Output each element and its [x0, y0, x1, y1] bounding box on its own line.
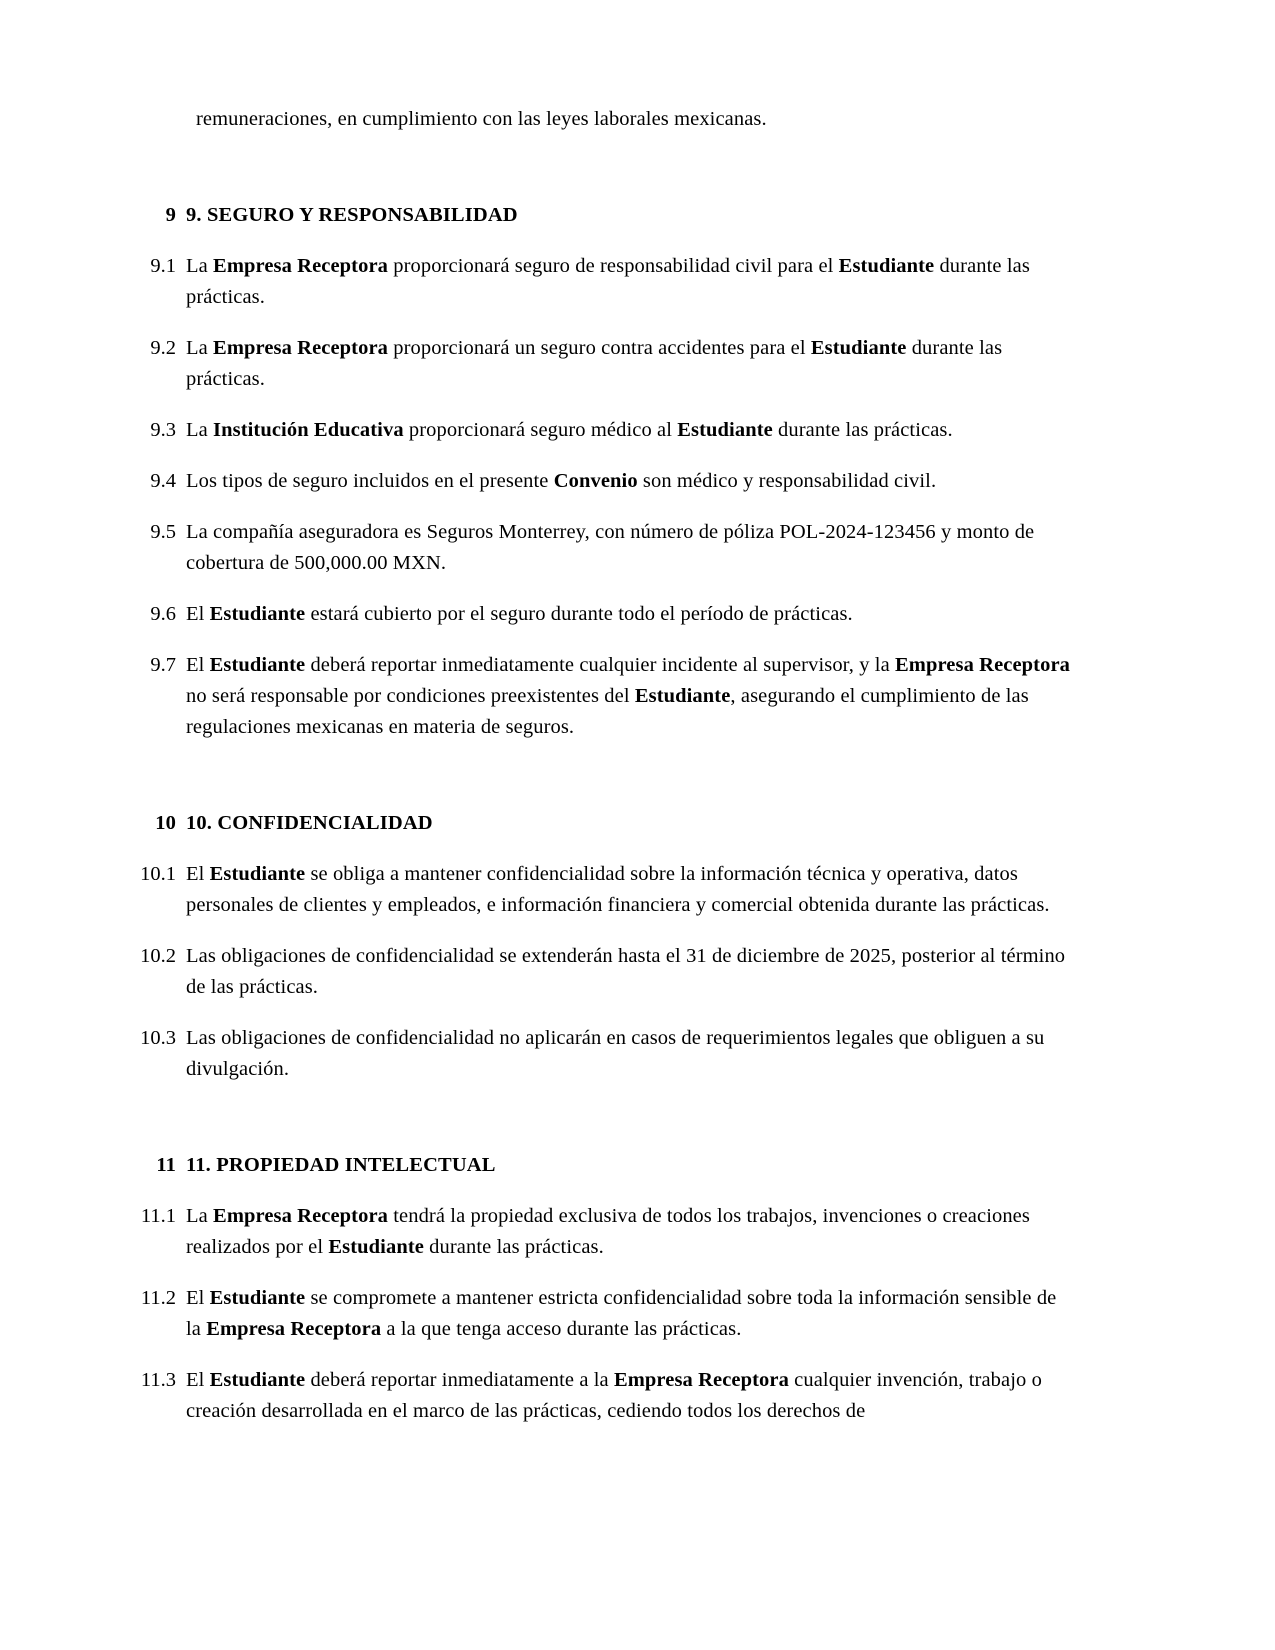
clause-text-run: La: [186, 419, 214, 441]
clause-text: [186, 333, 1075, 395]
clause-number: 11.1: [140, 1205, 176, 1227]
clause-number: 9.1: [150, 255, 176, 277]
clause-row: [135, 333, 1075, 395]
clause-text: [186, 650, 1075, 743]
clause-text-run: son médico y responsabilidad civil.: [637, 470, 937, 492]
clause-text: [186, 1365, 1075, 1427]
clause-text: [186, 466, 1075, 497]
clause-row: [135, 415, 1075, 446]
clause-text-run: deberá reportar inmediatamente cualquier incidente al supervisor, y la: [305, 654, 896, 676]
clause-text-run: cualquier invención, trabajo o creación desarrollada en el marco de las prácticas, cediendo todos los derechos de: [186, 1369, 1042, 1422]
clause-row: [135, 517, 1075, 579]
clause-row: [135, 466, 1075, 497]
defined-term: Estudiante: [209, 1287, 306, 1309]
clause-row: [135, 1365, 1075, 1427]
defined-term: Estudiante: [328, 1236, 424, 1258]
clause-number: 9.3: [150, 419, 176, 441]
clause-text: [186, 517, 1075, 579]
clause-text: [186, 1283, 1075, 1345]
defined-term: Estudiante: [677, 419, 773, 441]
clause-number: 9.2: [150, 337, 176, 359]
clause-row: [135, 941, 1075, 1003]
section-number: 10: [155, 812, 176, 834]
clause-text-run: proporcionará seguro médico al: [403, 419, 678, 441]
clause-text-run: estará cubierto por el seguro durante todo el período de prácticas.: [305, 603, 853, 625]
clause-number: 10.1: [140, 863, 176, 885]
clause-number: 11.3: [140, 1369, 176, 1391]
clause-text-run: Las obligaciones de confidencialidad no aplicarán en casos de requerimientos legales que obliguen a su divulgación.: [186, 1027, 1045, 1080]
defined-term: Estudiante: [209, 654, 306, 676]
clause-text-run: a la que tenga acceso durante las prácticas.: [381, 1318, 742, 1340]
clause-text: [186, 1201, 1075, 1263]
clause-number: 10.3: [140, 1027, 176, 1049]
section-title: 11. PROPIEDAD INTELECTUAL: [186, 1154, 496, 1176]
section-heading-row: [135, 201, 1075, 229]
clause-row: [135, 599, 1075, 630]
clause-text-run: se obliga a mantener confidencialidad sobre la información técnica y operativa, datos personales de clientes y empleados, e información financiera y comercial obtenida durante las prácticas.: [186, 863, 1050, 916]
defined-term: Empresa Receptora: [213, 1205, 389, 1227]
defined-term: Empresa Receptora: [895, 654, 1070, 676]
clause-number: 10.2: [140, 945, 176, 967]
clause-row: [135, 1023, 1075, 1085]
clause-text-run: , asegurando el cumplimiento de las regulaciones mexicanas en materia de seguros.: [186, 685, 1029, 738]
defined-term: Institución Educativa: [213, 419, 404, 441]
clause-text-run: La: [186, 1205, 214, 1227]
clause-text-run: tendrá la propiedad exclusiva de todos los trabajos, invenciones o creaciones realizados por el: [186, 1205, 1030, 1258]
defined-term: Empresa Receptora: [213, 255, 389, 277]
clause-row: [135, 650, 1075, 743]
clause-text-run: El: [186, 603, 210, 625]
clause-number: 9.5: [150, 521, 176, 543]
clause-text: [186, 1023, 1075, 1085]
section-heading-row: [135, 1151, 1075, 1179]
clause-text-run: Las obligaciones de confidencialidad se extenderán hasta el 31 de diciembre de 2025, posterior al término de las prácticas.: [186, 945, 1066, 998]
defined-term: Empresa Receptora: [613, 1369, 789, 1391]
clause-number: 11.2: [140, 1287, 176, 1309]
clause-row: [135, 1283, 1075, 1345]
clause-text-run: deberá reportar inmediatamente a la: [305, 1369, 614, 1391]
clause-text-run: La compañía aseguradora es Seguros Monterrey, con número de póliza POL-2024-123456 y monto de cobertura de 500,000.00 MXN.: [186, 521, 1035, 574]
defined-term: Estudiante: [838, 255, 935, 277]
clause-text-run: se compromete a mantener estricta confidencialidad sobre toda la información sensible de la: [186, 1287, 1057, 1340]
clause-text-run: proporcionará un seguro contra accidentes para el: [388, 337, 811, 359]
clause-text-run: no será responsable por condiciones preexistentes del: [186, 685, 635, 707]
defined-term: Empresa Receptora: [213, 337, 389, 359]
clause-text: [186, 941, 1075, 1003]
clause-text: [186, 599, 1075, 630]
continuation-paragraph: remuneraciones, en cumplimiento con las leyes laborales mexicanas.: [196, 108, 767, 130]
sections-container: [135, 201, 1075, 1427]
clause-text-run: La: [186, 255, 214, 277]
clause-text-run: El: [186, 863, 210, 885]
defined-term: Convenio: [553, 470, 638, 492]
clause-number: 9.6: [150, 603, 176, 625]
section-title: 10. CONFIDENCIALIDAD: [186, 812, 433, 834]
defined-term: Empresa Receptora: [206, 1318, 382, 1340]
section-number: 9: [165, 204, 176, 226]
clause-text-run: El: [186, 1287, 210, 1309]
clause-text-run: El: [186, 654, 210, 676]
clause-text-run: durante las prácticas.: [186, 255, 1030, 308]
clause-text: [186, 251, 1075, 313]
clause-text-run: durante las prácticas.: [186, 337, 1003, 390]
section-heading-row: [135, 809, 1075, 837]
defined-term: Estudiante: [209, 603, 306, 625]
clause-row: [135, 1201, 1075, 1263]
defined-term: Estudiante: [209, 863, 306, 885]
clause-text-run: durante las prácticas.: [423, 1236, 604, 1258]
clause-number: 9.4: [150, 470, 176, 492]
section-number: 11: [156, 1154, 176, 1176]
clause-text: [186, 415, 1075, 446]
clause-text: [186, 859, 1075, 921]
clause-text-run: durante las prácticas.: [772, 419, 953, 441]
clause-text-run: La: [186, 337, 214, 359]
clause-text-run: Los tipos de seguro incluidos en el presente: [186, 470, 554, 492]
clause-row: [135, 251, 1075, 313]
clause-row: [135, 859, 1075, 921]
defined-term: Estudiante: [810, 337, 907, 359]
document-content: [135, 104, 1075, 1447]
clause-number: 9.7: [150, 654, 176, 676]
section-title: 9. SEGURO Y RESPONSABILIDAD: [186, 204, 518, 226]
defined-term: Estudiante: [634, 685, 731, 707]
clause-text-run: proporcionará seguro de responsabilidad civil para el: [388, 255, 839, 277]
clause-text-run: El: [186, 1369, 210, 1391]
defined-term: Estudiante: [209, 1369, 306, 1391]
